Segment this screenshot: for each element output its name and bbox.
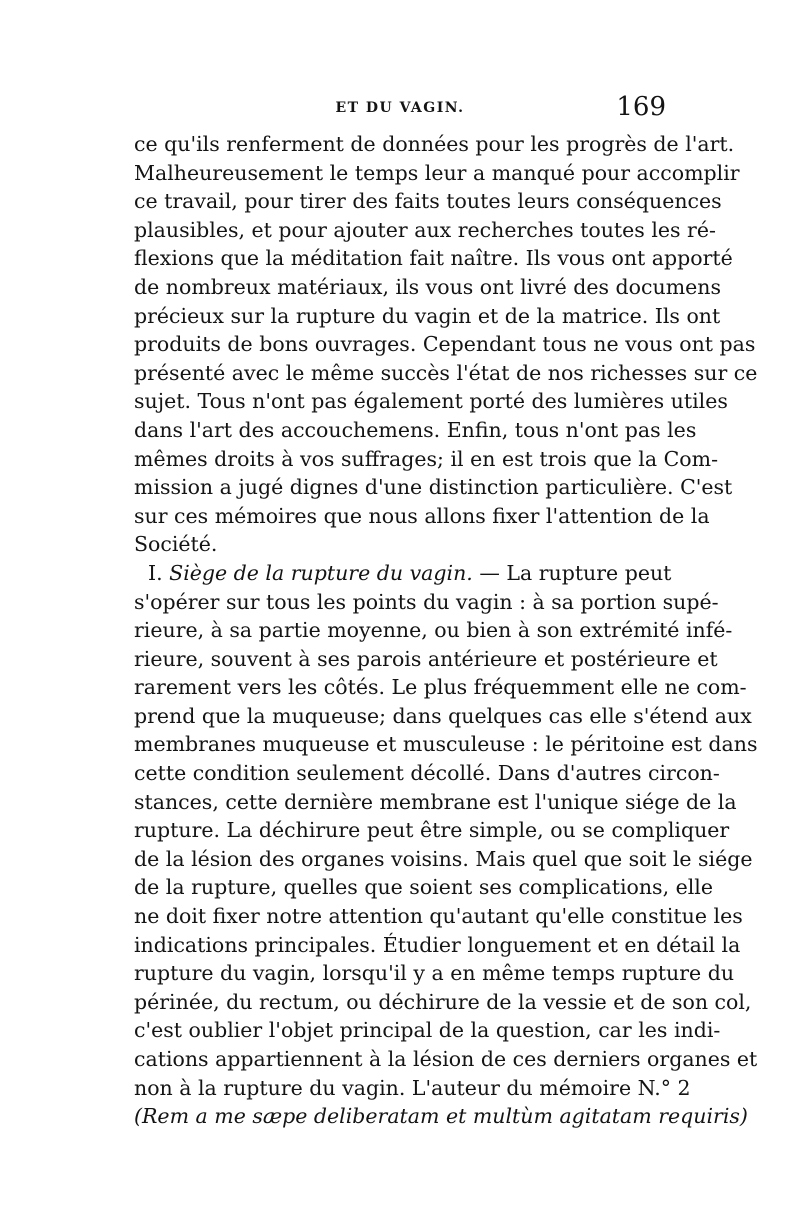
page-number: 169: [616, 92, 666, 122]
text-line: sujet. Tous n'ont pas également porté des lumières utiles: [134, 389, 728, 414]
text-line: stances, cette dernière membrane est l'unique siége de la: [134, 789, 737, 814]
text-line: c'est oublier l'objet principal de la question, car les indi-: [134, 1018, 721, 1043]
text-line: sur ces mémoires que nous allons fixer l'attention de la: [134, 503, 710, 528]
text-line: Société.: [134, 532, 218, 557]
text-line: de nombreux matériaux, ils vous ont livré des documens: [134, 274, 721, 299]
text-line: Malheureusement le temps leur a manqué pour accomplir: [134, 160, 740, 185]
text-line: s'opérer sur tous les points du vagin : à sa portion supé-: [134, 589, 719, 614]
latin-motto-line: (Rem a me sæpe deliberatam et multùm agitatam requiris): [134, 1104, 748, 1129]
running-title: ET DU VAGIN.: [335, 100, 465, 116]
running-head: [130, 92, 670, 126]
section-dash: —: [472, 560, 507, 585]
text-line: rupture du vagin, lorsqu'il y a en même temps rupture du: [134, 961, 735, 986]
text-line: mission a jugé dignes d'une distinction particulière. C'est: [134, 475, 733, 500]
text-line: flexions que la méditation fait naître. Ils vous ont apporté: [134, 246, 733, 271]
text-line: indications principales. Étudier longuement et en détail la: [134, 932, 741, 957]
section-heading: Siège de la rupture du vagin.: [169, 560, 473, 585]
text-line: précieux sur la rupture du vagin et de la matrice. Ils ont: [134, 303, 721, 328]
text-line: mêmes droits à vos suffrages; il en est trois que la Com-: [134, 446, 718, 471]
text-line: ce travail, pour tirer des faits toutes leurs conséquences: [134, 189, 722, 214]
text-line: rieure, à sa partie moyenne, ou bien à son extrémité infé-: [134, 618, 733, 643]
text-line: cations appartiennent à la lésion de ces derniers organes et: [134, 1047, 758, 1071]
text-line: de la lésion des organes voisins. Mais quel que soit le siége: [134, 846, 753, 871]
text-line: ne doit fixer notre attention qu'autant qu'elle constitue les: [134, 904, 743, 929]
text-line: ce qu'ils renferment de données pour les progrès de l'art.: [134, 132, 735, 156]
text-line: rarement vers les côtés. Le plus fréquemment elle ne com-: [134, 675, 747, 700]
section-first-line: La rupture peut: [506, 560, 672, 585]
text-line: dans l'art des accouchemens. Enfin, tous n'ont pas les: [134, 417, 697, 442]
text-line: de la rupture, quelles que soient ses complications, elle: [134, 875, 713, 900]
text-line: cette condition seulement décollé. Dans d'autres circon-: [134, 761, 720, 786]
text-line: produits de bons ouvrages. Cependant tous ne vous ont pas: [134, 332, 756, 357]
text-line: rupture. La déchirure peut être simple, ou se compliquer: [134, 818, 730, 843]
text-line: périnée, du rectum, ou déchirure de la vessie et de son col,: [134, 989, 752, 1014]
text-line: membranes muqueuse et musculeuse : le péritoine est dans: [134, 732, 758, 757]
text-line: non à la rupture du vagin. L'auteur du mémoire N.° 2: [134, 1075, 691, 1100]
body-text: [134, 130, 758, 1131]
text-line: prend que la muqueuse; dans quelques cas elle s'étend aux: [134, 703, 752, 728]
text-line: rieure, souvent à ses parois antérieure et postérieure et: [134, 646, 718, 671]
text-line: plausibles, et pour ajouter aux recherches toutes les ré-: [134, 217, 716, 242]
section-heading-line: [134, 559, 672, 588]
section-number: I.: [148, 560, 163, 585]
text-line: présenté avec le même succès l'état de nos richesses sur ce: [134, 360, 758, 385]
